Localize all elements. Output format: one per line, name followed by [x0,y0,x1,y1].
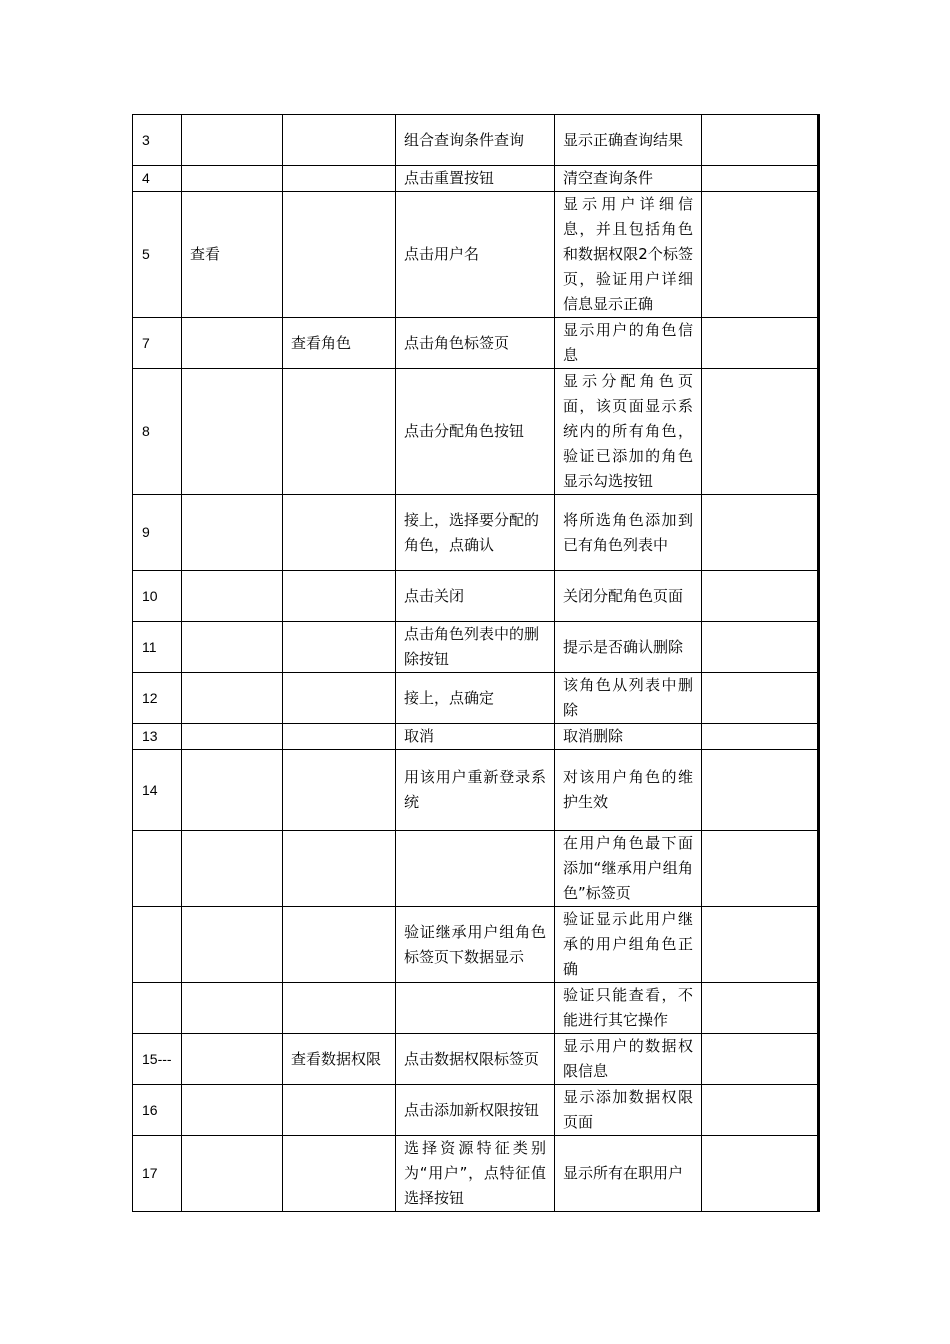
function-cell [283,983,396,1034]
module-cell [182,1034,283,1085]
remark-cell [702,673,819,724]
remark-cell [702,115,819,166]
step-cell [396,983,555,1034]
function-cell [283,1136,396,1212]
row-number [133,831,182,907]
function-cell [283,831,396,907]
function-cell [283,192,396,318]
table-row [133,831,819,907]
remark-cell [702,571,819,622]
row-number: 15--- [133,1034,182,1085]
row-number: 4 [133,166,182,192]
module-cell [182,750,283,831]
row-number: 10 [133,571,182,622]
test-case-table [132,114,820,1212]
expected-cell: 显示分配角色页面，该页面显示系统内的所有角色，验证已添加的角色显示勾选按钮 [555,369,702,495]
row-number: 14 [133,750,182,831]
remark-cell [702,1085,819,1136]
remark-cell [702,369,819,495]
function-cell [283,724,396,750]
row-number: 11 [133,622,182,673]
function-cell [283,622,396,673]
expected-cell: 显示正确查询结果 [555,115,702,166]
remark-cell [702,1136,819,1212]
row-number: 12 [133,673,182,724]
table-row [133,724,819,750]
step-cell: 点击用户名 [396,192,555,318]
function-cell [283,750,396,831]
table-row [133,166,819,192]
step-cell: 用该用户重新登录系统 [396,750,555,831]
row-number: 16 [133,1085,182,1136]
module-cell [182,622,283,673]
step-cell: 点击添加新权限按钮 [396,1085,555,1136]
remark-cell [702,750,819,831]
table-row [133,1136,819,1212]
step-cell: 选择资源特征类别为“用户”，点特征值选择按钮 [396,1136,555,1212]
function-cell: 查看角色 [283,318,396,369]
expected-cell: 该角色从列表中删除 [555,673,702,724]
expected-cell: 清空查询条件 [555,166,702,192]
expected-cell: 显示所有在职用户 [555,1136,702,1212]
table-row [133,571,819,622]
module-cell [182,1136,283,1212]
module-cell [182,115,283,166]
table-row [133,115,819,166]
expected-cell: 显示用户的角色信息 [555,318,702,369]
row-number: 13 [133,724,182,750]
table-row [133,907,819,983]
module-cell [182,369,283,495]
expected-cell: 显示用户的数据权限信息 [555,1034,702,1085]
table-row [133,673,819,724]
module-cell [182,318,283,369]
module-cell [182,724,283,750]
step-cell: 验证继承用户组角色标签页下数据显示 [396,907,555,983]
function-cell [283,166,396,192]
table-row [133,192,819,318]
expected-cell: 关闭分配角色页面 [555,571,702,622]
table-row [133,495,819,571]
function-cell: 查看数据权限 [283,1034,396,1085]
table-row [133,1034,819,1085]
expected-cell: 对该用户角色的维护生效 [555,750,702,831]
function-cell [283,571,396,622]
function-cell [283,1085,396,1136]
module-cell [182,907,283,983]
module-cell [182,495,283,571]
expected-cell: 显示用户详细信息，并且包括角色和数据权限2个标签页，验证用户详细信息显示正确 [555,192,702,318]
expected-cell: 验证显示此用户继承的用户组角色正确 [555,907,702,983]
row-number: 7 [133,318,182,369]
row-number: 9 [133,495,182,571]
remark-cell [702,983,819,1034]
remark-cell [702,724,819,750]
row-number [133,907,182,983]
module-cell [182,571,283,622]
function-cell [283,369,396,495]
module-cell: 查看 [182,192,283,318]
remark-cell [702,622,819,673]
step-cell: 取消 [396,724,555,750]
row-number: 5 [133,192,182,318]
remark-cell [702,166,819,192]
row-number: 8 [133,369,182,495]
expected-cell: 在用户角色最下面添加“继承用户组角色”标签页 [555,831,702,907]
step-cell: 点击角色列表中的删除按钮 [396,622,555,673]
remark-cell [702,831,819,907]
step-cell: 组合查询条件查询 [396,115,555,166]
row-number [133,983,182,1034]
step-cell: 点击重置按钮 [396,166,555,192]
function-cell [283,495,396,571]
step-cell: 点击角色标签页 [396,318,555,369]
expected-cell: 提示是否确认删除 [555,622,702,673]
remark-cell [702,1034,819,1085]
expected-cell: 显示添加数据权限页面 [555,1085,702,1136]
step-cell: 点击关闭 [396,571,555,622]
step-cell: 接上，点确定 [396,673,555,724]
step-cell: 点击数据权限标签页 [396,1034,555,1085]
expected-cell: 验证只能查看，不能进行其它操作 [555,983,702,1034]
row-number: 17 [133,1136,182,1212]
expected-cell: 取消删除 [555,724,702,750]
module-cell [182,983,283,1034]
step-cell: 点击分配角色按钮 [396,369,555,495]
table-row [133,1085,819,1136]
function-cell [283,907,396,983]
remark-cell [702,318,819,369]
module-cell [182,166,283,192]
table-row [133,318,819,369]
remark-cell [702,192,819,318]
function-cell [283,673,396,724]
table-row [133,622,819,673]
module-cell [182,831,283,907]
module-cell [182,673,283,724]
row-number: 3 [133,115,182,166]
module-cell [182,1085,283,1136]
remark-cell [702,907,819,983]
function-cell [283,115,396,166]
table-row [133,369,819,495]
step-cell: 接上，选择要分配的角色，点确认 [396,495,555,571]
table-row [133,750,819,831]
step-cell [396,831,555,907]
remark-cell [702,495,819,571]
expected-cell: 将所选角色添加到已有角色列表中 [555,495,702,571]
table-row [133,983,819,1034]
